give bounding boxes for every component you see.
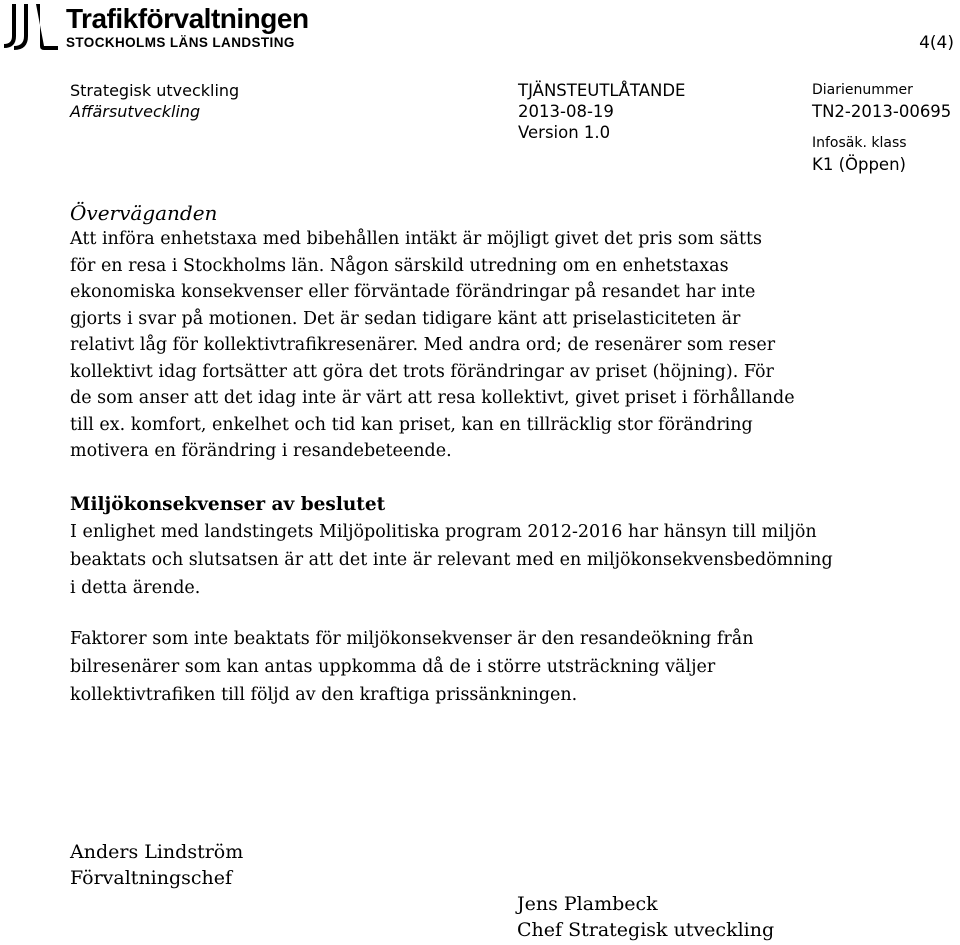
paragraph-line: Faktorer som inte beaktats för miljökonsekvenser är den resandeökning från	[70, 629, 754, 649]
section-overvaganden	[70, 200, 870, 465]
paragraph-line: motivera en förändring i resandebeteende.	[70, 441, 452, 461]
signatory-name: Jens Plambeck	[517, 893, 658, 915]
paragraph-line: relativt låg för kollektivtrafikresenärer. Med andra ord; de resenärer som reser	[70, 335, 776, 355]
paragraph-line: ekonomiska konsekvenser eller förväntade förändringar på resandet har inte	[70, 282, 756, 302]
logo-name: Trafikförvaltningen	[66, 3, 309, 34]
signature-block-1	[70, 839, 243, 891]
sll-logo-mark-icon	[2, 2, 60, 52]
section-heading-overvaganden: Överväganden	[70, 201, 218, 225]
paragraph-line: gjorts i svar på motionen. Det är sedan tidigare känt att priselasticiteten är	[70, 308, 741, 329]
paragraph-line: de som anser att det idag inte är värt att resa kollektivt, givet priset i förhållande	[70, 388, 795, 408]
section-heading-miljokonsekvenser: Miljökonsekvenser av beslutet	[70, 494, 386, 515]
paragraph-line: bilresenärer som kan antas uppkomma då de i större utsträckning väljer	[70, 657, 716, 677]
header-registry-block	[812, 80, 951, 175]
signatory-name: Anders Lindström	[70, 841, 244, 863]
header-department-block	[70, 80, 239, 122]
paragraph-line: kollektivtrafiken till följd av den kraftiga prissänkningen.	[70, 685, 578, 705]
logo-subtitle: STOCKHOLMS LÄNS LANDSTING	[66, 35, 295, 50]
diarienummer: TN2-2013-00695	[812, 102, 952, 121]
paragraph-line: I enlighet med landstingets Miljöpolitiska program 2012-2016 har hänsyn till miljön	[70, 522, 817, 542]
organization-logo	[0, 0, 330, 56]
paragraph-line: i detta ärende.	[70, 578, 201, 598]
header-document-block	[518, 80, 685, 143]
signature-block-2	[517, 891, 774, 943]
section-miljokonsekvenser	[70, 492, 870, 602]
infosak-class: K1 (Öppen)	[812, 155, 906, 174]
signatory-title: Chef Strategisk utveckling	[517, 919, 775, 941]
document-type: TJÄNSTEUTLÅTANDE	[518, 81, 686, 100]
paragraph-line: för en resa i Stockholms län. Någon särskild utredning om en enhetstaxas	[70, 255, 729, 276]
department: Strategisk utveckling	[70, 81, 240, 100]
infosak-label: Infosäk. klass	[812, 135, 907, 151]
paragraph-line: till ex. komfort, enkelhet och tid kan priset, kan en tillräcklig stor förändring	[70, 414, 753, 435]
paragraph-line: Att införa enhetstaxa med bibehållen intäkt är möjligt givet det pris som sätts	[70, 229, 763, 249]
document-version: Version 1.0	[518, 123, 611, 142]
section-faktorer	[70, 625, 870, 709]
document-date: 2013-08-19	[518, 102, 614, 121]
paragraph-line: beaktats och slutsatsen är att det inte är relevant med en miljökonsekvensbedömning	[70, 550, 833, 570]
diarienummer-label: Diarienummer	[812, 82, 913, 98]
unit: Affärsutveckling	[70, 102, 201, 121]
paragraph-line: kollektivt idag fortsätter att göra det trots förändringar av priset (höjning). För	[70, 361, 774, 382]
page-number: 4(4)	[919, 33, 954, 53]
signatory-title: Förvaltningschef	[70, 867, 233, 889]
